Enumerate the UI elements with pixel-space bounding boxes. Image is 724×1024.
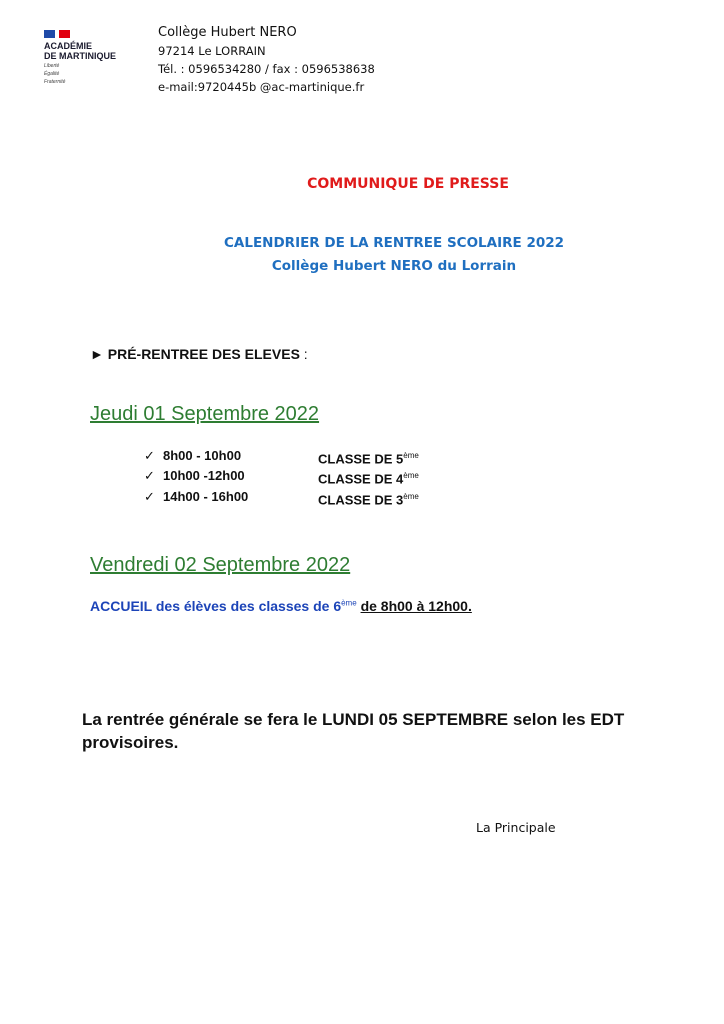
logo-line1: ACADÉMIE <box>44 41 93 51</box>
accueil-sup: ème <box>341 598 357 608</box>
check-icon: ✓ <box>144 488 155 504</box>
press-title: COMMUNIQUE DE PRESSE <box>307 176 509 192</box>
schedule-row <box>144 467 419 487</box>
day1-schedule <box>144 447 419 508</box>
school-phone: Tél. : 0596534280 / fax : 0596538638 <box>158 62 375 76</box>
schedule-class: CLASSE DE 3 <box>318 491 404 507</box>
accueil-line <box>90 598 472 614</box>
accueil-bold: ACCUEIL <box>90 598 152 614</box>
schedule-time: 10h00 -12h00 <box>163 468 245 484</box>
school-info <box>158 24 375 96</box>
schedule-time: 8h00 - 10h00 <box>163 448 242 463</box>
general-rentree-text: La rentrée générale se fera le LUNDI 05 SEPTEMBRE selon les EDT provisoires. <box>82 710 625 752</box>
calendar-subtitle: Collège Hubert NERO du Lorrain <box>271 258 517 274</box>
schedule-row <box>144 488 419 508</box>
pre-rentree-label: PRÉ-RENTREE DES ELEVES <box>107 346 300 362</box>
press-title-wrap <box>0 175 724 193</box>
day1-title: Jeudi 01 Septembre 2022 <box>90 403 320 425</box>
check-icon: ✓ <box>144 468 155 484</box>
school-email: e-mail:9720445b @ac-martinique.fr <box>158 80 365 94</box>
schedule-sup: ème <box>403 471 419 481</box>
academie-logo <box>44 30 116 85</box>
logo-motto-3: Fraternité <box>44 79 66 85</box>
logo-motto-1: Liberté <box>44 63 60 69</box>
calendar-heading <box>0 232 724 278</box>
pre-rentree-heading <box>90 346 308 362</box>
schedule-sup: ème <box>403 491 419 501</box>
schedule-sup: ème <box>403 451 419 460</box>
check-icon: ✓ <box>144 448 155 463</box>
schedule-class: CLASSE DE 4 <box>318 471 404 487</box>
school-name: Collège Hubert NERO <box>158 25 297 40</box>
schedule-time: 14h00 - 16h00 <box>163 488 249 504</box>
logo-motto-2: Égalité <box>44 71 60 77</box>
arrow-icon: ► <box>90 346 104 362</box>
logo-line2: DE MARTINIQUE <box>44 51 116 61</box>
school-address: 97214 Le LORRAIN <box>158 44 266 58</box>
signature: La Principale <box>476 820 556 835</box>
pre-rentree-colon: : <box>299 346 308 362</box>
calendar-title: CALENDRIER DE LA RENTREE SCOLAIRE 2022 <box>223 235 565 251</box>
day2-title: Vendredi 02 Septembre 2022 <box>90 554 351 576</box>
schedule-class: CLASSE DE 5 <box>318 451 404 467</box>
accueil-time: de 8h00 à 12h00. <box>360 598 472 614</box>
flag-icon <box>44 30 116 38</box>
accueil-text: des élèves des classes de 6 <box>151 598 342 614</box>
schedule-row <box>144 447 419 467</box>
